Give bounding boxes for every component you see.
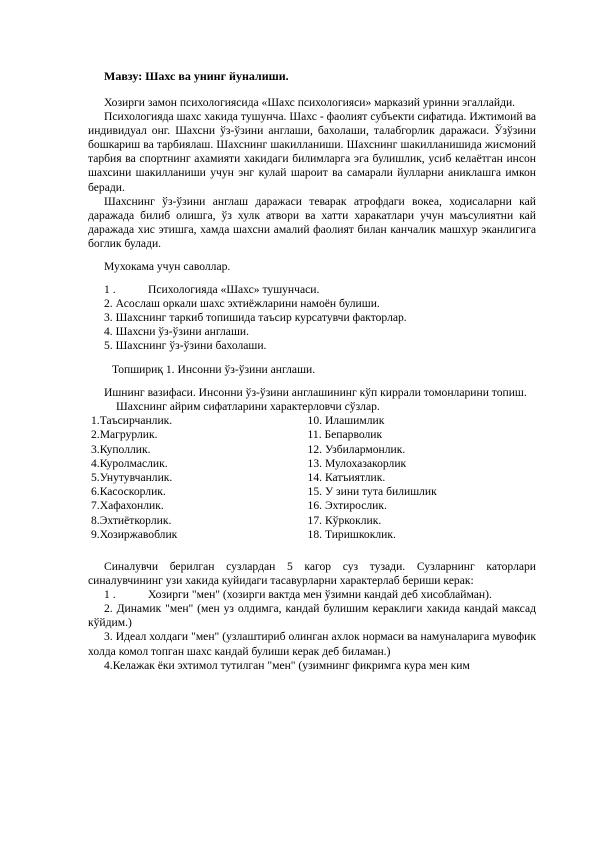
question-number: 5. (104, 339, 113, 353)
list-item (104, 588, 536, 602)
item-number: 1 . (104, 588, 116, 602)
list-item: 16. Эхтирослик. (307, 499, 387, 513)
traits-heading: Шахснинг айрим сифатларини характерловчи сўзлар. (116, 400, 380, 414)
traits-right-column (308, 414, 536, 542)
question-number: 1 . (104, 283, 116, 297)
item-text: Хозирги "мен" (хозирги вактда мен ўзимни кандай деб хисоблайман). (148, 588, 492, 602)
paragraph-self-awareness: Шахснинг ўз-ўзини англаш даражаси теварак атрофдаги вокеа, ходисаларни кай даражада билиб олишга, ўз хулк атвори ва хатти харакатлари учун маъсулиятни кай даражада хис этишга, хамда шахсни амалий фаолият билан канчалик машхур эканлигига боглик булади. (88, 194, 536, 250)
list-item: 1.Таъсирчанлик. (91, 414, 173, 428)
list-item (104, 297, 536, 311)
list-item: 6.Касоскорлик. (91, 485, 166, 499)
document-title: Мавзу: Шахс ва унинг йуналиши. (104, 69, 289, 83)
question-text: Психологияда «Шахс» тушунчаси. (148, 283, 320, 297)
list-item: 2.Магрурлик. (91, 428, 158, 442)
questions-list (88, 283, 536, 353)
list-item: 11. Бепарволик (307, 428, 383, 442)
work-goal-paragraph: Ишнинг вазифаси. Инсонни ўз-ўзини англашининг кўп киррали томонларини топиш. (104, 386, 527, 400)
list-item: 18. Тиришкоклик. (307, 527, 396, 541)
list-item: 5.Унутувчанлик. (91, 471, 173, 485)
list-item (104, 325, 536, 339)
list-item (104, 311, 536, 325)
list-item (104, 283, 536, 297)
instruction-paragraph: Синалувчи берилган сузлардан 5 кагор суз тузади. Сузларнинг каторлари синалувчининг узи хакида куйидаги тасавурларни характерлаб бериши керак: (88, 560, 536, 588)
list-item: 17. Кўркоклик. (307, 513, 382, 527)
list-item: 8.Эхтиёткорлик. (91, 513, 172, 527)
question-number: 2. (104, 297, 113, 311)
question-number: 4. (104, 325, 113, 339)
question-text: Шахснинг таркиб топишида таъсир курсатувчи факторлар. (115, 311, 407, 325)
list-item: 3.Куполлик. (91, 442, 151, 456)
document-page (88, 68, 536, 673)
question-text: Шахснинг ўз-ўзини бахолаши. (115, 339, 267, 353)
traits-left-column (91, 414, 308, 542)
list-item: 7.Хафахонлик. (91, 499, 164, 513)
list-item: 13. Мулохазакорлик (307, 456, 407, 470)
question-number: 3. (104, 311, 113, 325)
list-item (104, 339, 536, 353)
question-text: Шахсни ўз-ўзини англаши. (115, 325, 249, 339)
traits-table (91, 414, 536, 542)
item-dynamic-self: 2. Динамик "мен" (мен уз олдимга, кандай булишим кераклиги хакида кандай максад кўйдим.) (88, 602, 536, 630)
paragraph-personality-concept: Психологияда шахс хакида тушунча. Шахс - фаолият субъекти сифатида. Ижтимоий ва индивидуал онг. Шахсни ўз-ўзини англаши, бахолаши, талабгорлик даражаси. Ўзўзини бошкариш ва тарбиялаш. Шахснинг шакилланиши. Шахснинг шакилланишида жисмоний тарбия ва спортнинг ахамияти хакидаги билимларга эга булишлик, усиб келаётган инсон шахсини шакилланиши учун энг кулай шароит ва самарали йулларни аниклашга имкон беради. (88, 110, 536, 194)
list-item: 10. Илашимлик (307, 414, 385, 428)
task-heading: Топшириқ 1. Инсонни ўз-ўзини англаши. (112, 363, 316, 377)
questions-heading: Мухокама учун саволлар. (104, 260, 231, 274)
list-item: 14. Катъиятлик. (307, 471, 386, 485)
paragraph-intro: Хозирги замон психологиясида «Шахс психологияси» марказий уринни эгаллайди. (104, 96, 516, 109)
question-text: Асослаш оркали шахс эхтиёжларини намоён булиши. (115, 297, 380, 311)
list-item: 15. У зини тута билишлик (307, 485, 437, 499)
list-item: 12. Узбилармонлик. (307, 442, 406, 456)
item-future-self: 4.Келажак ёки эхтимол тутилган "мен" (узимнинг фикримга кура мен ким (104, 658, 470, 672)
list-item: 9.Хозиржавоблик (91, 527, 178, 541)
list-item: 4.Куролмаслик. (91, 456, 168, 470)
item-ideal-self: 3. Идеал холдаги "мен" (узлаштириб олинган ахлок нормаси ва намуналарига мувофик холда комол топган шахс кандай булиши керак деб биламан.) (88, 630, 536, 658)
